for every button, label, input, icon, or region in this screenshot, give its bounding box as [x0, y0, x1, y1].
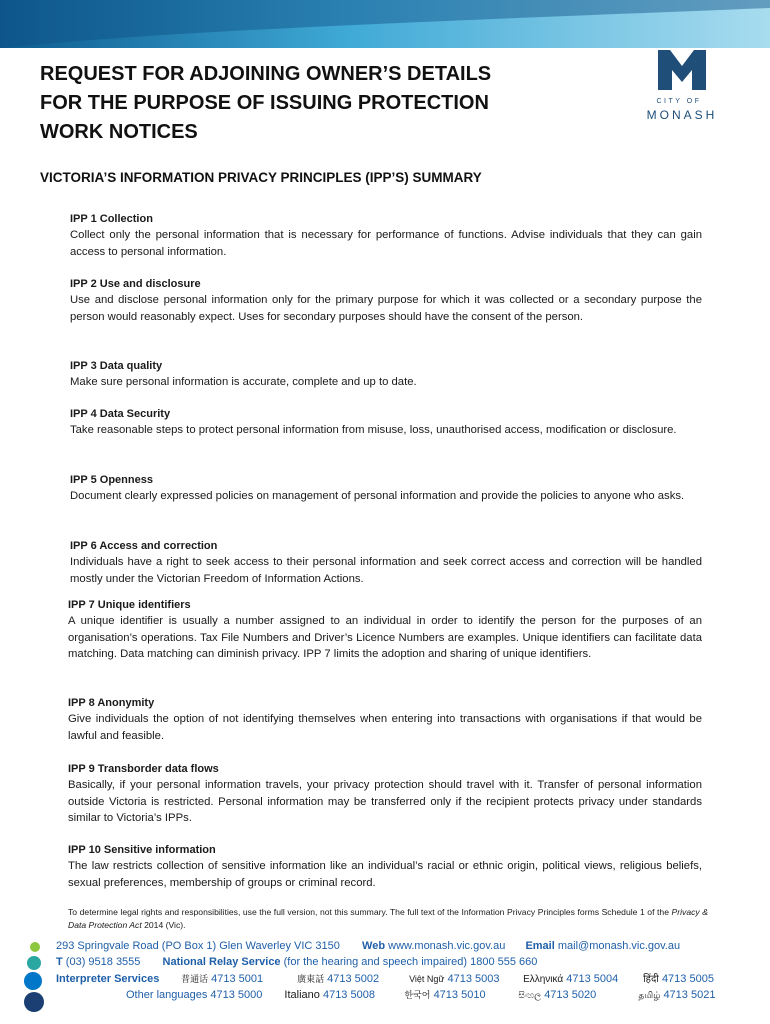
language-item — [523, 971, 643, 988]
relay-label: National Relay Service — [162, 956, 281, 968]
footer-row-other-languages — [126, 987, 715, 1003]
language-number: 4713 5002 — [327, 973, 380, 985]
ipp-9-block — [68, 761, 702, 827]
language-name: 廣東話 — [297, 974, 325, 984]
language-item — [638, 989, 715, 1001]
language-name: 한국어 — [404, 990, 431, 1000]
ipp-6-block — [70, 538, 702, 587]
title-line: REQUEST FOR ADJOINING OWNER’S DETAILS — [40, 63, 492, 85]
email-link[interactable]: mail@monash.vic.gov.au — [557, 940, 681, 952]
green-dot-icon — [30, 942, 40, 952]
monash-logo-icon — [634, 48, 730, 96]
ipp-text: Take reasonable steps to protect personal information from misuse, loss, unauthorised access, modification or disclosure. — [70, 424, 677, 436]
ipp-heading: IPP 2 Use and disclosure — [70, 278, 201, 290]
title-line: FOR THE PURPOSE OF ISSUING PROTECTION — [40, 92, 489, 114]
language-number: 4713 5005 — [661, 973, 714, 985]
web-link[interactable]: www.monash.vic.gov.au — [388, 940, 506, 952]
logo-name-text: MONASH — [646, 108, 718, 122]
language-name: සිංහල — [518, 990, 542, 1000]
ipp-text: A unique identifier is usually a number assigned to an individual in order to identify the person for the purposes of an organisation’s operations. Tax File Numbers and Driver’s Licence Numbers are examples. Unique identifiers can facilitate data matching. Data matching can diminish privacy. IPP 7 limits the adoption and sharing of unique identifiers. — [68, 615, 702, 660]
language-number: 4713 5004 — [566, 973, 619, 985]
header-band — [0, 0, 770, 48]
title-line: WORK NOTICES — [40, 121, 198, 143]
ipp-text: Give individuals the option of not identifying themselves when entering into transactions with organisations if that would be lawful and feasible. — [68, 713, 702, 742]
interpreter-label: Interpreter Services — [56, 973, 160, 985]
ipp-text: Document clearly expressed policies on management of personal information and provide the policies to anyone who asks. — [70, 490, 685, 502]
city-of-monash-logo — [634, 48, 730, 128]
footnote-text-end: 2014 (Vic). — [141, 920, 186, 930]
language-item — [297, 971, 409, 987]
language-number: 4713 5003 — [447, 973, 500, 985]
language-name: 普通话 — [181, 974, 209, 984]
language-name: Italiano — [284, 989, 320, 1001]
language-name: Ελληνικά — [523, 974, 564, 985]
footer-row-phone — [56, 954, 537, 970]
footer-row-address — [56, 938, 680, 954]
footnote — [68, 906, 708, 932]
language-item — [643, 973, 714, 985]
ipp-text: Use and disclose personal information only for the primary purpose for which it was collected or a secondary purpose the person would reasonably expect. Uses for secondary purposes should have the consent of the person. — [70, 294, 702, 323]
language-item — [518, 987, 638, 1003]
page-title — [40, 60, 600, 147]
ipp-heading: IPP 10 Sensitive information — [68, 844, 216, 856]
ipp-7-block — [68, 597, 702, 663]
ipp-heading: IPP 4 Data Security — [70, 408, 171, 420]
phone-label: T — [56, 956, 63, 968]
blue-dot-icon — [24, 972, 42, 990]
teal-dot-icon — [27, 956, 41, 970]
relay-value: (for the hearing and speech impaired) 1800 555 660 — [283, 956, 538, 968]
language-name: Việt Ngữ — [409, 974, 445, 984]
footnote-text: To determine legal rights and responsibilities, use the full version, not this summary. The full text of the Information Privacy Principles forms Schedule 1 of the — [68, 907, 672, 917]
ipp-heading: IPP 9 Transborder data flows — [68, 763, 219, 775]
language-item — [181, 971, 297, 987]
language-number: 4713 5010 — [433, 989, 486, 1001]
language-number: 4713 5020 — [544, 989, 597, 1001]
logo-city-text: CITY OF — [656, 98, 702, 105]
language-number: 4713 5008 — [322, 989, 375, 1001]
language-item — [404, 987, 518, 1003]
ipp-heading: IPP 6 Access and correction — [70, 540, 218, 552]
language-item — [409, 971, 523, 987]
language-item — [284, 987, 404, 1003]
ipp-10-block — [68, 842, 702, 891]
ipp-heading: IPP 7 Unique identifiers — [68, 599, 191, 611]
other-languages-number: 4713 5000 — [210, 989, 263, 1001]
email-label: Email — [525, 940, 555, 952]
ipp-heading: IPP 5 Openness — [70, 474, 153, 486]
contact-footer — [0, 936, 770, 1024]
language-name: हिंदी — [643, 974, 659, 985]
ipp-8-block — [68, 695, 702, 744]
language-name: தமிழ் — [638, 990, 661, 1000]
footnote-act: Privacy & Data Protection Act — [68, 907, 709, 930]
ipp-1-block — [70, 211, 702, 260]
ipp-text: Basically, if your personal information travels, your privacy protection should travel with it. Transfer of personal information outside Victoria is restricted. Personal information may be transferred only if the recipient protects privacy under standards similar to Victoria’s IPPs. — [68, 779, 702, 824]
ipp-5-block — [70, 472, 702, 505]
ipp-text: Collect only the personal information that is necessary for performance of functions. Advise individuals that they can gain access to personal information. — [70, 229, 702, 258]
section-subtitle: VICTORIA’S INFORMATION PRIVACY PRINCIPLES (IPP’S) SUMMARY — [40, 170, 482, 185]
address-text: 293 Springvale Road (PO Box 1) Glen Waverley VIC 3150 — [56, 940, 340, 952]
other-languages-label: Other languages — [126, 989, 208, 1001]
phone-number: (03) 9518 3555 — [65, 956, 141, 968]
ipp-text: Make sure personal information is accurate, complete and up to date. — [70, 376, 417, 388]
ipp-heading: IPP 3 Data quality — [70, 360, 163, 372]
footer-row-interpreter — [56, 971, 714, 988]
ipp-3-block — [70, 358, 702, 391]
language-number: 4713 5021 — [663, 989, 716, 1001]
language-number: 4713 5001 — [211, 973, 264, 985]
navy-dot-icon — [24, 992, 44, 1012]
ipp-heading: IPP 1 Collection — [70, 213, 153, 225]
ipp-text: Individuals have a right to seek access to their personal information and seek correct access and correction will be handled mostly under the Victorian Freedom of Information Actions. — [70, 556, 702, 585]
ipp-2-block — [70, 276, 702, 325]
ipp-heading: IPP 8 Anonymity — [68, 697, 155, 709]
ipp-4-block — [70, 406, 702, 439]
ipp-text: The law restricts collection of sensitive information like an individual’s racial or ethnic origin, political views, religious beliefs, sexual preferences, membership of groups or criminal record. — [68, 860, 702, 889]
web-label: Web — [362, 940, 386, 952]
